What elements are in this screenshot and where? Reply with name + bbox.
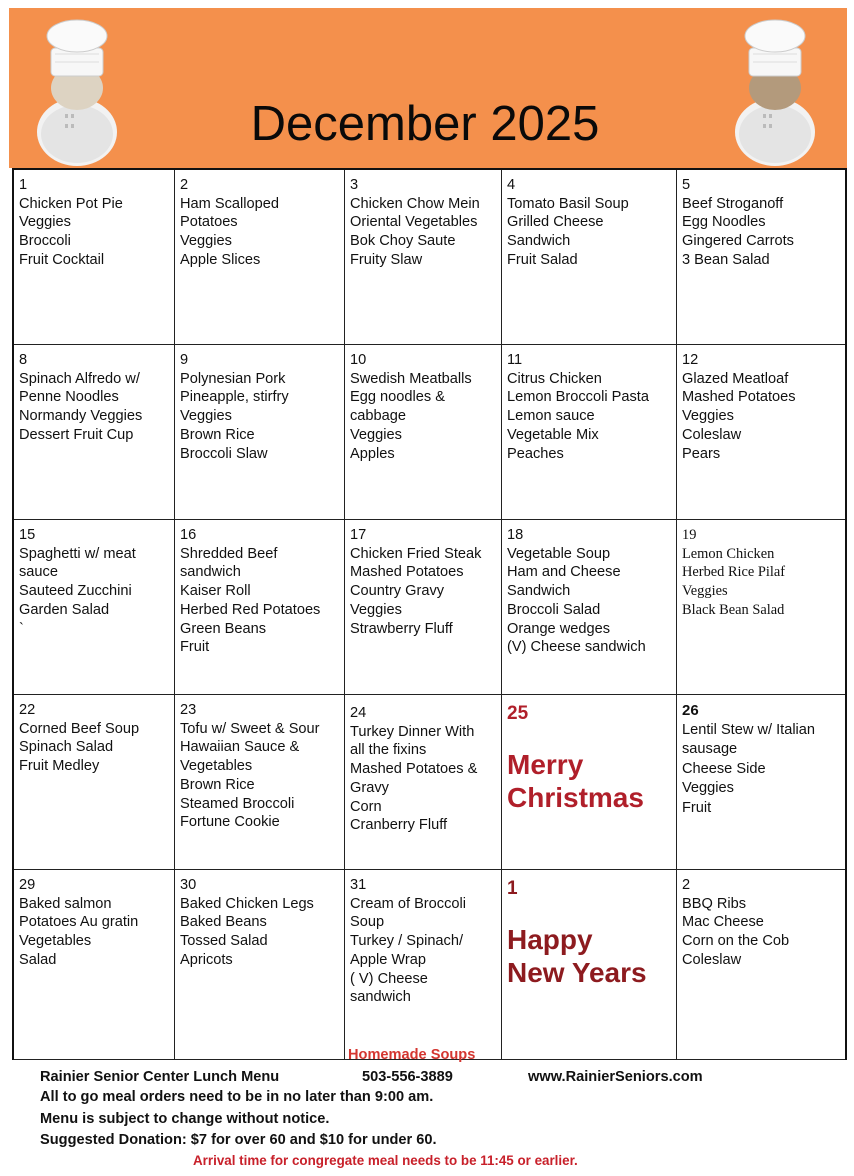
day-number: 31 <box>350 877 367 893</box>
menu-items: Citrus Chicken Lemon Broccoli Pasta Lemon sauce Vegetable Mix Peaches <box>507 370 649 462</box>
menu-items: BBQ Ribs Mac Cheese Corn on the Cob Coleslaw <box>682 895 790 968</box>
holiday-greeting: Happy New Years <box>507 923 647 988</box>
menu-items: Swedish Meatballs Egg noodles & cabbage Veggies Apples <box>350 370 472 462</box>
menu-items: Baked Chicken Legs Baked Beans Tossed Salad Apricots <box>180 895 314 968</box>
day-number: 12 <box>682 352 699 368</box>
day-cell <box>502 520 677 695</box>
homemade-soups-note: Homemade Soups <box>348 1047 476 1063</box>
day-cell <box>14 520 175 695</box>
day-number: 8 <box>19 352 28 368</box>
day-cell <box>677 345 845 520</box>
holiday-cell <box>502 870 677 1060</box>
header-banner <box>9 8 847 168</box>
menu-items: Lemon Chicken Herbed Rice Pilaf Veggies Black Bean Salad <box>682 545 786 618</box>
day-cell <box>345 520 502 695</box>
day-cell <box>175 695 345 870</box>
day-cell <box>345 870 502 1060</box>
day-number: 30 <box>180 877 197 893</box>
menu-items: Tofu w/ Sweet & Sour Hawaiian Sauce & Vegetables Brown Rice Steamed Broccoli Fortune Cookie <box>180 720 320 831</box>
menu-items: Chicken Fried Steak Mashed Potatoes Country Gravy Veggies Strawberry Fluff <box>350 545 482 637</box>
menu-items: Shredded Beef sandwich Kaiser Roll Herbed Red Potatoes Green Beans Fruit <box>180 545 321 656</box>
menu-items: Lentil Stew w/ Italian sausage Cheese Side Veggies Fruit <box>682 721 816 816</box>
menu-items: Turkey Dinner With all the fixins Mashed Potatoes & Gravy Corn Cranberry Fluff <box>350 723 478 834</box>
day-cell <box>14 695 175 870</box>
day-cell <box>14 870 175 1060</box>
day-number: 24 <box>350 705 367 721</box>
menu-items: Corned Beef Soup Spinach Salad Fruit Medley <box>19 720 140 775</box>
footer-change-notice: Menu is subject to change without notice. <box>40 1111 330 1127</box>
day-cell <box>345 345 502 520</box>
day-cell <box>175 345 345 520</box>
menu-items: Tomato Basil Soup Grilled Cheese Sandwich Fruit Salad <box>507 195 629 268</box>
day-cell <box>14 170 175 345</box>
day-number: 23 <box>180 702 197 718</box>
menu-items: Vegetable Soup Ham and Cheese Sandwich Broccoli Salad Orange wedges (V) Cheese sandwich <box>507 545 646 656</box>
day-number: 10 <box>350 352 367 368</box>
day-number: 22 <box>19 702 36 718</box>
day-number: 26 <box>682 702 699 719</box>
day-number: 3 <box>350 177 359 193</box>
day-number: 29 <box>19 877 36 893</box>
day-number: 17 <box>350 527 367 543</box>
menu-items: Polynesian Pork Pineapple, stirfry Veggies Brown Rice Broccoli Slaw <box>180 370 289 462</box>
day-number: 1 <box>507 878 518 899</box>
chef-icon <box>733 18 817 166</box>
day-number: 25 <box>507 703 529 724</box>
calendar-grid <box>12 168 847 1060</box>
footer-arrival-time: Arrival time for congregate meal needs to be 11:45 or earlier. <box>193 1153 578 1168</box>
menu-items: Ham Scalloped Potatoes Veggies Apple Slices <box>180 195 279 268</box>
menu-items: Cream of Broccoli Soup Turkey / Spinach/ Apple Wrap ( V) Cheese sandwich <box>350 895 466 1006</box>
day-number: 19 <box>682 527 697 543</box>
day-number: 15 <box>19 527 36 543</box>
day-number: 5 <box>682 177 691 193</box>
day-number: 18 <box>507 527 524 543</box>
day-cell <box>502 345 677 520</box>
menu-items: Glazed Meatloaf Mashed Potatoes Veggies Coleslaw Pears <box>682 370 796 462</box>
day-number: 1 <box>19 177 28 193</box>
day-number: 4 <box>507 177 516 193</box>
day-number: 16 <box>180 527 197 543</box>
day-cell <box>502 170 677 345</box>
menu-items: Baked salmon Potatoes Au gratin Vegetables Salad <box>19 895 139 968</box>
day-cell <box>175 870 345 1060</box>
day-number: 2 <box>180 177 189 193</box>
day-cell <box>175 170 345 345</box>
day-cell <box>677 520 845 695</box>
day-number: 9 <box>180 352 189 368</box>
day-cell <box>677 170 845 345</box>
footer-website[interactable]: www.RainierSeniors.com <box>528 1069 703 1085</box>
footer-donation: Suggested Donation: $7 for over 60 and $10 for under 60. <box>40 1132 437 1148</box>
footer-order-deadline: All to go meal orders need to be in no later than 9:00 am. <box>40 1089 434 1105</box>
menu-items: Chicken Pot Pie Veggies Broccoli Fruit Cocktail <box>19 195 123 268</box>
day-cell <box>175 520 345 695</box>
day-cell <box>677 870 845 1060</box>
day-number: 2 <box>682 877 691 893</box>
footer-center-name: Rainier Senior Center Lunch Menu <box>40 1069 280 1085</box>
holiday-greeting: Merry Christmas <box>507 748 644 813</box>
menu-items: Spaghetti w/ meat sauce Sauteed Zucchini Garden Salad ` <box>19 545 136 637</box>
day-number: 11 <box>507 352 523 368</box>
menu-items: Beef Stroganoff Egg Noodles Gingered Carrots 3 Bean Salad <box>682 195 794 268</box>
day-cell <box>345 170 502 345</box>
page-title: December 2025 <box>250 97 600 151</box>
day-cell <box>345 695 502 870</box>
day-cell <box>677 695 845 870</box>
menu-items: Spinach Alfredo w/ Penne Noodles Normandy Veggies Dessert Fruit Cup <box>19 370 143 443</box>
day-cell <box>14 345 175 520</box>
menu-items: Chicken Chow Mein Oriental Vegetables Bok Choy Saute Fruity Slaw <box>350 195 480 268</box>
footer-phone: 503-556-3889 <box>362 1069 453 1085</box>
holiday-cell <box>502 695 677 870</box>
